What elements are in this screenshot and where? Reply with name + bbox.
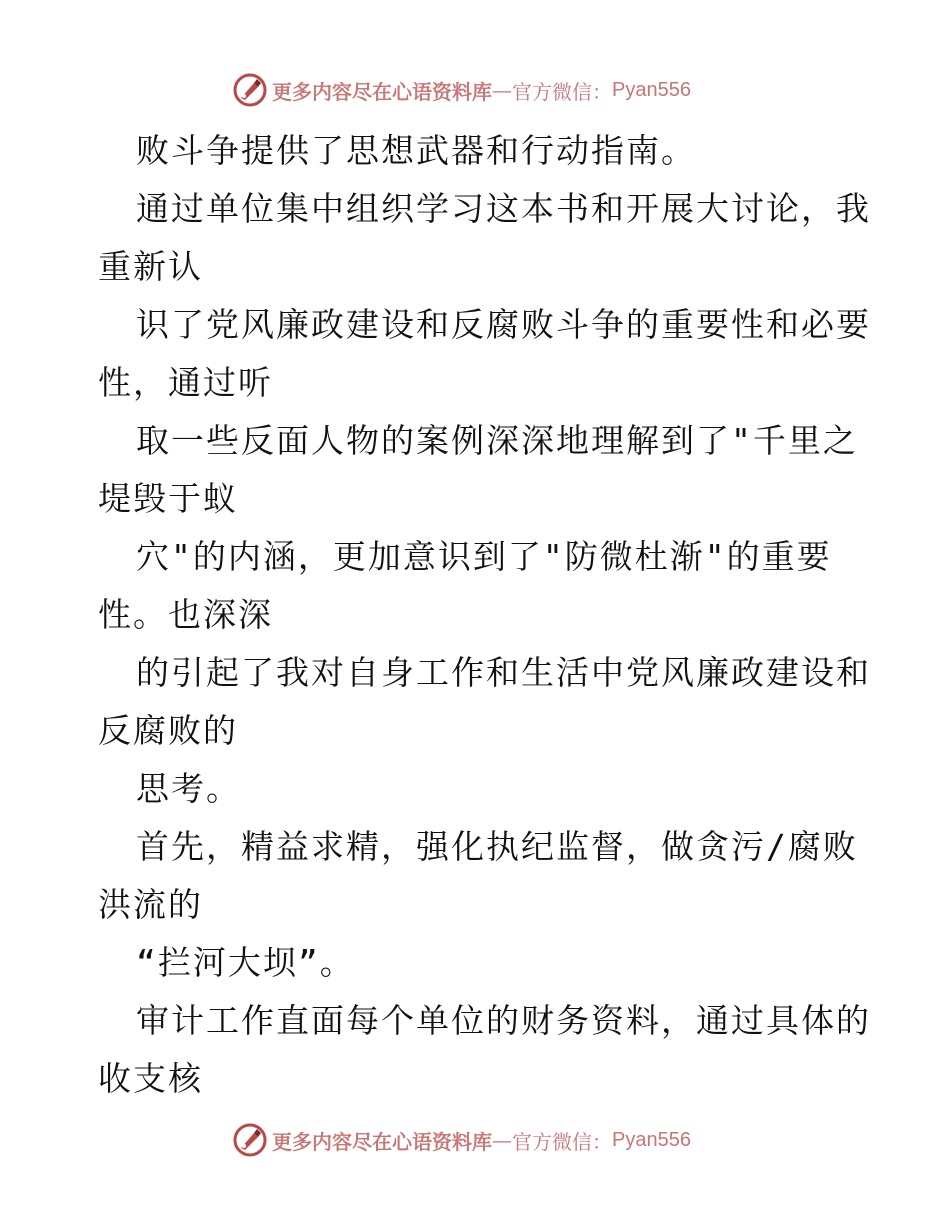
text-line: 审计工作直面每个单位的财务资料，通过具体的 [136, 1001, 871, 1040]
banner-wechat-id: Pyan556 [612, 78, 691, 101]
text-line: 识了党风廉政建设和反腐败斗争的重要性和必要 [136, 305, 871, 344]
text-line: 堤毁于蚁 [98, 479, 238, 518]
text-line: 取一些反面人物的案例深深地理解到了"千里之 [136, 421, 858, 460]
text-line: 思考。 [136, 769, 241, 808]
banner-separator: — [492, 78, 512, 102]
pen-logo-icon [232, 72, 268, 108]
footer-banner [232, 1120, 691, 1160]
text-line: “拦河大坝”。 [136, 943, 355, 982]
text-line: 败斗争提供了思想武器和行动指南。 [136, 131, 696, 170]
text-line: 反腐败的 [98, 711, 238, 750]
banner-separator: — [492, 1128, 512, 1152]
banner-wechat-label: 官方微信： [512, 1129, 612, 1154]
banner-wechat-label: 官方微信： [512, 79, 612, 104]
text-line: 收支核 [98, 1059, 203, 1098]
text-line: 通过单位集中组织学习这本书和开展大讨论，我 [136, 189, 871, 228]
text-line: 的引起了我对自身工作和生活中党风廉政建设和 [136, 653, 871, 692]
document-body [98, 122, 871, 1108]
banner-wechat-id: Pyan556 [612, 1128, 691, 1151]
banner-site-name: 更多内容尽在心语资料库 [272, 1129, 492, 1154]
text-line: 穴"的内涵，更加意识到了"防微杜渐"的重要 [136, 537, 832, 576]
pen-logo-icon [232, 1122, 268, 1158]
text-line: 重新认 [98, 247, 203, 286]
text-line: 性，通过听 [98, 363, 273, 402]
text-line: 洪流的 [98, 885, 203, 924]
header-banner [232, 70, 691, 110]
text-line: 性。也深深 [98, 595, 273, 634]
text-line: 首先，精益求精，强化执纪监督，做贪污/腐败 [136, 827, 858, 866]
banner-site-name: 更多内容尽在心语资料库 [272, 79, 492, 104]
